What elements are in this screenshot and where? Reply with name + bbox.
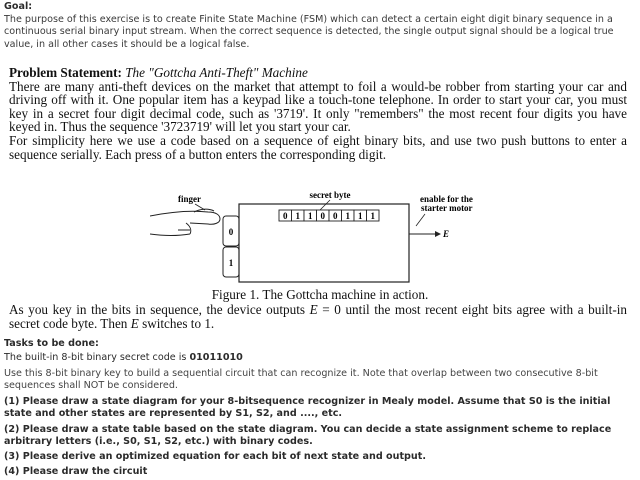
problem-paragraph-2: For simplicity here we use a code based on a sequence of eight binary bits, and use two push buttons to enter a sequence serially. Each press of a button enters the corresponding digit. xyxy=(9,132,627,162)
enable-pointer xyxy=(416,214,425,226)
secret-code-prefix: The built-in 8-bit binary secret code is xyxy=(4,352,190,363)
secret-byte-label: secret byte xyxy=(309,190,351,200)
goal-text: The purpose of this exercise is to create Finite State Machine (FSM) which can detect a certain eight digit binary sequence in a continuous serial binary input stream. When the correct sequence is detected, the single output signal should be a logical true value, in all other cases it should be a logical false. xyxy=(4,14,614,50)
tasks-heading: Tasks to be done: xyxy=(4,338,99,349)
tasks-note: Use this 8-bit binary key to build a sequential circuit that can recognize it. Note that overlap between two consecutive 8-bit sequences shall NOT be considered. xyxy=(4,368,598,392)
secret-code-value: 01011010 xyxy=(189,352,243,363)
enable-label-2: starter motor xyxy=(421,203,473,213)
task-item-3: (3) Please derive an optimized equation for each bit of next state and output. xyxy=(4,451,426,462)
task-item-2: (2) Please draw a state table based on the state diagram. You can decide a state assignment scheme to replace arbitrary letters (i.e., S0, S1, S2, etc.) with binary codes. xyxy=(4,424,612,448)
button-1-label: 1 xyxy=(228,258,234,268)
after-figure-text: As you key in the bits in sequence, the device outputs E = 0 until the most recent eight bits agree with a built-in secret code byte. Then E switches to 1. xyxy=(9,302,627,331)
goal-heading: Goal: xyxy=(4,1,33,12)
secret-byte-bits xyxy=(279,210,379,221)
enable-label-1: enable for the xyxy=(420,194,473,204)
bit-value: 1 xyxy=(308,211,313,221)
problem-label: Problem Statement: xyxy=(9,65,122,80)
finger-pointer xyxy=(195,204,205,210)
problem-statement xyxy=(9,66,627,161)
problem-paragraph-1: There are many anti-theft devices on the market that attempt to foil a would-be robber from starting your car and driving off with it. One popular item has a keypad like a touch-tone telephone. In order to start your car, you must key in a secret four digit decimal code, such as '3719'. It only "remembers" the most recent four digits you have keyed in. Thus the sequence '3723719' will let you start your car. xyxy=(9,78,627,135)
gottcha-figure xyxy=(150,190,510,285)
bit-value: 0 xyxy=(320,211,325,221)
output-label: E xyxy=(443,229,450,239)
secret-code-line xyxy=(4,352,634,364)
bit-value: 1 xyxy=(358,211,363,221)
task-item-4: (4) Please draw the circuit xyxy=(4,466,148,477)
bit-value: 1 xyxy=(370,211,375,221)
bit-value: 0 xyxy=(283,211,288,221)
button-0-label: 0 xyxy=(228,227,234,237)
finger-drawing xyxy=(150,209,220,235)
task-item-1: (1) Please draw a state diagram for your 8-bitsequence recognizer in Mealy model. Assume that S0 is the initial state and other states are represented by S1, S2, and ...., etc. xyxy=(4,396,611,420)
bit-value: 1 xyxy=(345,211,350,221)
figure-caption: Figure 1. The Gottcha machine in action. xyxy=(211,287,429,302)
bit-value: 1 xyxy=(295,211,300,221)
bit-value: 0 xyxy=(333,211,338,221)
finger-label: finger xyxy=(178,194,201,204)
output-arrowhead xyxy=(435,231,441,237)
problem-title: The "Gottcha Anti-Theft" Machine xyxy=(125,65,308,80)
